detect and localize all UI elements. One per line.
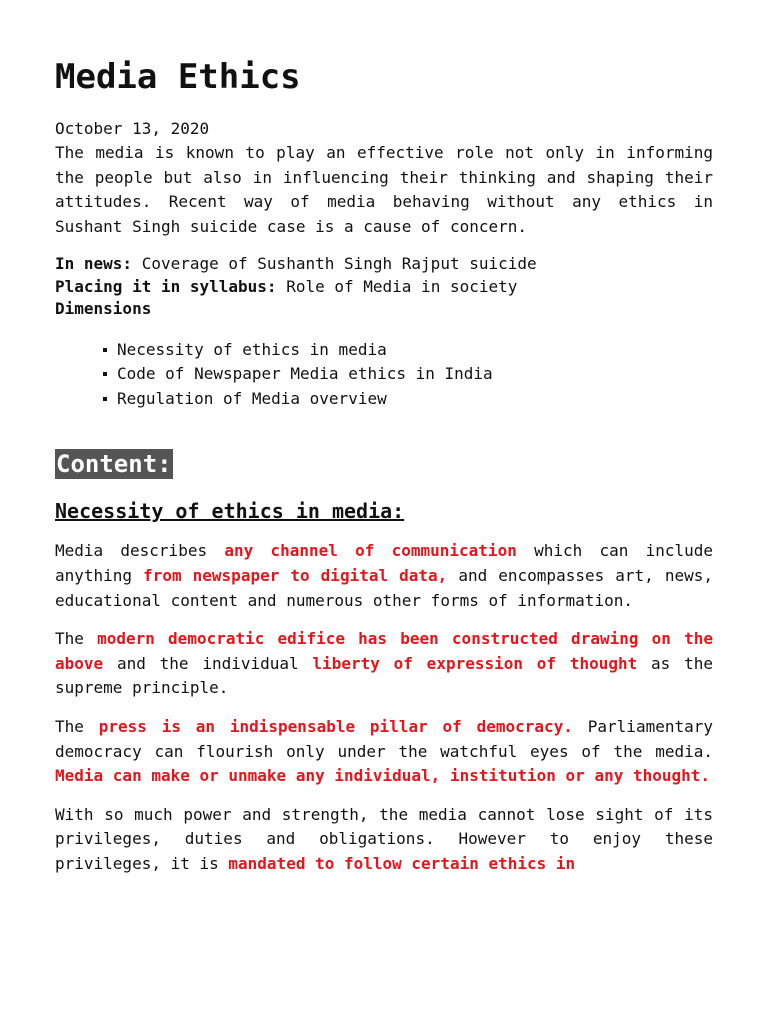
list-item: Necessity of ethics in media xyxy=(103,338,713,363)
list-item: Code of Newspaper Media ethics in India xyxy=(103,362,713,387)
section-heading: Necessity of ethics in media: xyxy=(55,499,405,524)
syllabus-value: Role of Media in society xyxy=(276,276,518,296)
syllabus-label: Placing it in syllabus: xyxy=(55,276,277,296)
highlight-run: any channel of communication xyxy=(224,541,517,561)
text-run: and the individual xyxy=(103,653,313,673)
highlight-run: liberty of expression of thought xyxy=(312,653,638,673)
paragraph-4-clip xyxy=(55,789,713,875)
list-item: Regulation of Media overview xyxy=(103,387,713,412)
highlight-run: from newspaper to digital data, xyxy=(143,565,448,585)
publish-date: October 13, 2020 xyxy=(55,119,210,138)
in-news-line xyxy=(55,253,713,276)
dimensions-list xyxy=(55,338,713,412)
paragraph-2 xyxy=(55,627,713,701)
dimensions-label: Dimensions xyxy=(55,299,152,319)
text-run: With so much power and strength, the media cannot lose sight of its privileges, duties and obligations. However to enjoy these privileges, it is xyxy=(55,804,713,873)
text-run: as the supreme principle. xyxy=(55,653,713,698)
syllabus-line xyxy=(55,276,713,299)
text-run: Parliamentary democracy can flourish only under the watchful eyes of the media. xyxy=(55,716,713,761)
paragraph-4 xyxy=(55,803,713,875)
dimensions-line xyxy=(55,298,713,321)
highlight-run: mandated to follow certain ethics in xyxy=(228,853,576,873)
page-title: Media Ethics xyxy=(55,57,301,97)
paragraph-1 xyxy=(55,539,713,613)
text-run: Media describes xyxy=(55,541,225,561)
in-news-value: Coverage of Sushanth Singh Rajput suicide xyxy=(132,254,537,274)
text-run: The xyxy=(55,629,98,649)
content-heading: Content: xyxy=(56,450,172,479)
highlight-run: modern democratic edifice has been constructed drawing on the above xyxy=(55,629,713,673)
highlight-run: Media can make or unmake any individual, institution or any thought. xyxy=(55,766,711,786)
text-run: The xyxy=(55,716,99,736)
text-run: which can include anything xyxy=(55,541,714,585)
intro-paragraph: The media is known to play an effective role not only in informing the people but also in influencing their thinking and shaping their attitudes. Recent way of media behaving without any ethics in Sushant Singh suicide case is a cause of concern. xyxy=(55,143,713,236)
paragraph-3 xyxy=(55,715,713,789)
text-run: and encompasses art, news, educational content and numerous other forms of information. xyxy=(55,565,713,610)
in-news-label: In news: xyxy=(55,254,133,274)
highlight-run: press is an indispensable pillar of democracy. xyxy=(98,716,573,736)
